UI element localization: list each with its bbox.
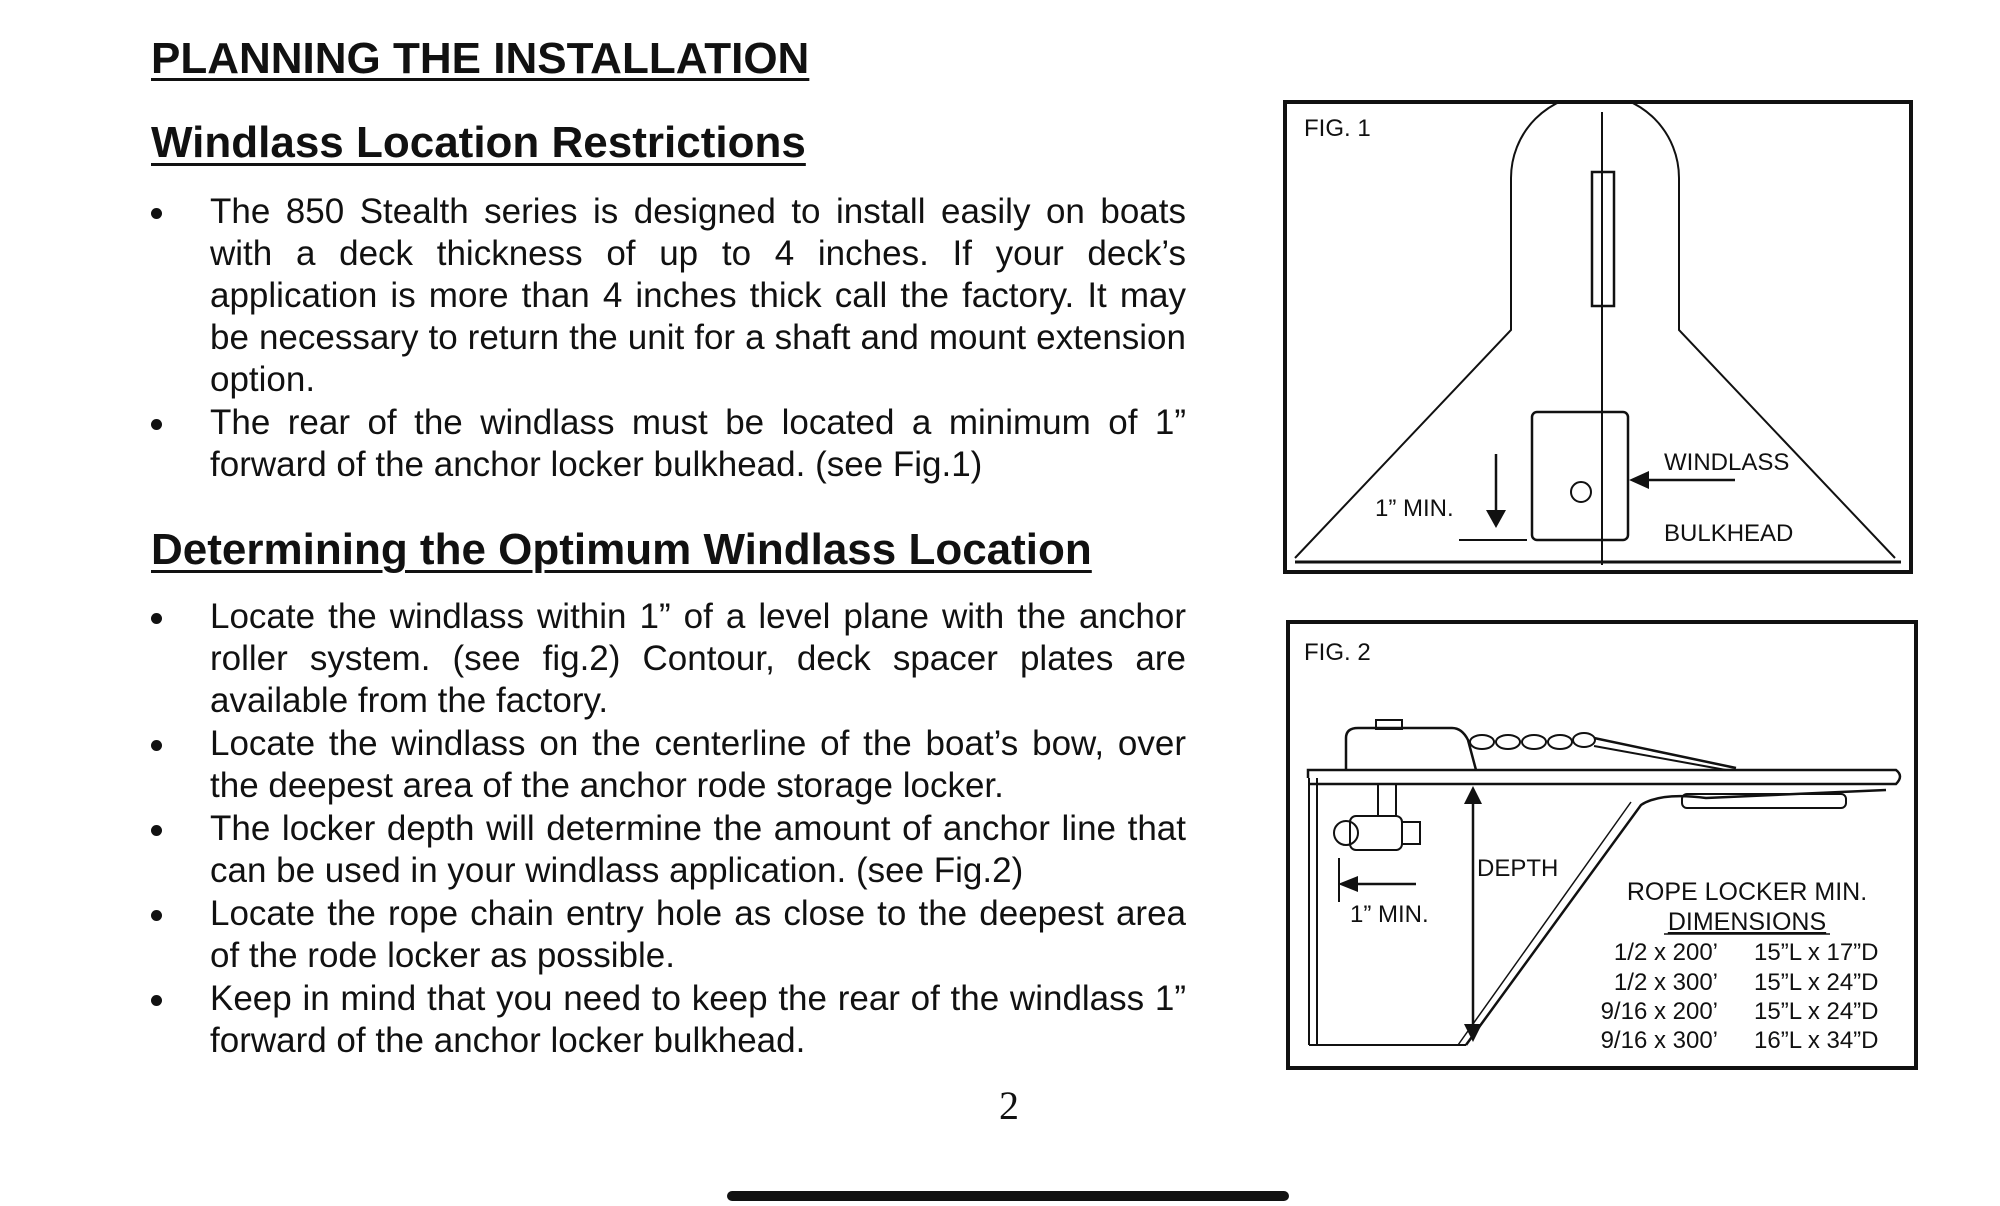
table-cell-rope: 1/2 x 200’ — [1613, 939, 1718, 966]
fig2-table — [1601, 939, 1879, 1054]
fig1-min-label: 1” MIN. — [1375, 495, 1454, 522]
table-cell-rope: 9/16 x 300’ — [1600, 1027, 1718, 1054]
fig1-diagram — [1283, 100, 1913, 578]
chain-link — [1470, 735, 1494, 749]
fig2-min-label: 1” MIN. — [1350, 901, 1429, 928]
fig1-windlass-label: WINDLASS — [1664, 449, 1790, 476]
fig2-depth-label: DEPTH — [1477, 855, 1559, 882]
fig2-label: FIG. 2 — [1304, 639, 1371, 666]
bullet-icon — [151, 910, 162, 921]
chain-link — [1548, 735, 1572, 749]
list-item-text: Locate the windlass within 1” of a level plane with the anchor roller system. (see fig.2) Contour, deck spacer plates are available from the factory. — [210, 597, 1186, 720]
fig2-motor-shaft — [1378, 784, 1396, 816]
chain-link — [1573, 733, 1595, 747]
chain-link — [1496, 735, 1520, 749]
list-item — [151, 191, 1186, 401]
fig2-table-subtitle: DIMENSIONS — [1667, 908, 1827, 936]
list-item — [151, 596, 1186, 722]
section-heading-restrictions: Windlass Location Restrictions — [151, 118, 806, 167]
arrow-left-icon — [1338, 876, 1358, 892]
list-item-text: Keep in mind that you need to keep the rear of the windlass 1” forward of the anchor locker bulkhead. — [210, 979, 1186, 1060]
bullet-icon — [151, 208, 162, 219]
table-cell-locker: 15”L x 17”D — [1754, 939, 1879, 966]
arrow-up-icon — [1464, 786, 1482, 804]
list-item-text: The rear of the windlass must be located a minimum of 1” forward of the anchor locker bulkhead. (see Fig.1) — [210, 403, 1186, 484]
bullet-icon — [151, 740, 162, 751]
fig2-chain-to-roller — [1594, 738, 1736, 768]
page-number: 2 — [999, 1083, 1019, 1128]
list-item — [151, 723, 1186, 807]
list-item — [151, 808, 1186, 892]
list-item — [151, 978, 1186, 1062]
fig2-windlass-top — [1346, 728, 1476, 770]
table-cell-locker: 16”L x 34”D — [1754, 1027, 1879, 1054]
fig2-deck — [1308, 770, 1900, 784]
fig2-motor-end — [1402, 822, 1420, 844]
list-item — [151, 402, 1186, 486]
list-item-text: The locker depth will determine the amount of anchor line that can be used in your windlass application. (see Fig.2) — [210, 809, 1186, 890]
table-cell-rope: 1/2 x 300’ — [1613, 969, 1718, 996]
fig1-label: FIG. 1 — [1304, 115, 1371, 142]
fig2-table-title: ROPE LOCKER MIN. — [1626, 878, 1868, 906]
bullet-icon — [151, 825, 162, 836]
list-item-text: Locate the rope chain entry hole as close to the deepest area of the rode locker as possible. — [210, 894, 1186, 975]
list-item — [151, 893, 1186, 977]
table-cell-rope: 9/16 x 200’ — [1600, 998, 1718, 1025]
arrow-down-icon — [1486, 510, 1506, 528]
bullet-icon — [151, 613, 162, 624]
home-indicator[interactable] — [727, 1191, 1289, 1201]
page-title: PLANNING THE INSTALLATION — [151, 34, 810, 83]
fig1-bulkhead-label: BULKHEAD — [1664, 520, 1794, 547]
restrictions-list — [151, 191, 1186, 486]
table-cell-locker: 15”L x 24”D — [1754, 998, 1879, 1025]
fig2-chain — [1470, 733, 1595, 749]
fig1-windlass-hole — [1571, 482, 1591, 502]
table-cell-locker: 15”L x 24”D — [1754, 969, 1879, 996]
bullet-icon — [151, 995, 162, 1006]
fig1-deck-outline — [1295, 100, 1895, 558]
fig2-chain-to-roller-2 — [1594, 746, 1726, 770]
arrow-left-icon — [1629, 471, 1649, 489]
section-heading-optimum-location: Determining the Optimum Windlass Location — [151, 525, 1092, 574]
fig2-diagram — [1286, 620, 1918, 1072]
optimum-location-list — [151, 596, 1186, 1062]
bullet-icon — [151, 419, 162, 430]
list-item-text: Locate the windlass on the centerline of the boat’s bow, over the deepest area of the anchor rode storage locker. — [210, 724, 1186, 805]
fig1-windlass-body — [1532, 412, 1628, 540]
chain-link — [1522, 735, 1546, 749]
list-item-text: The 850 Stealth series is designed to install easily on boats with a deck thickness of up to 4 inches. If your deck’s application is more than 4 inches thick call the factory. It may be necessary to return the unit for a shaft and mount extension option. — [210, 192, 1186, 399]
fig2-motor-cap — [1334, 821, 1358, 845]
